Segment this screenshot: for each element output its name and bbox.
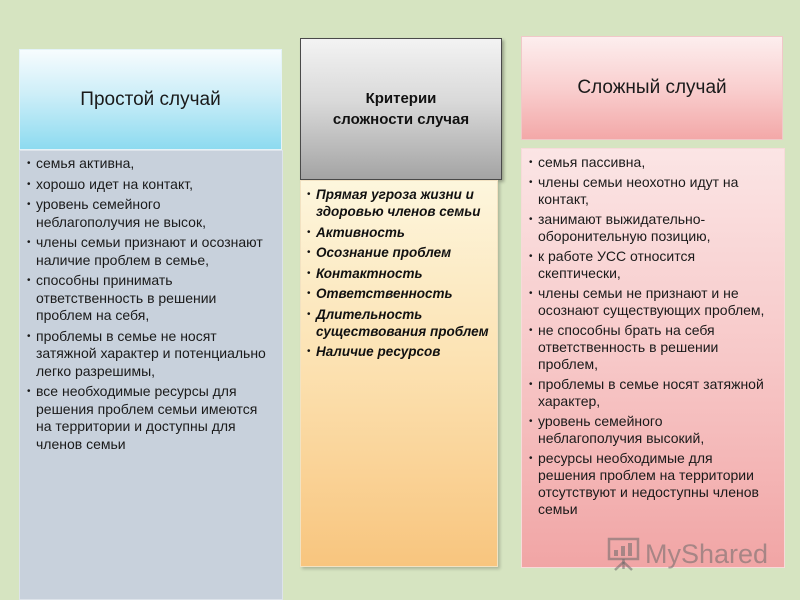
- simple-case-item: • все необходимые ресурсы для решения проблем семьи имеются на территории и доступны для членов семьи: [36, 383, 278, 453]
- simple-case-title: Простой случай: [80, 88, 221, 110]
- simple-case-item: • члены семьи признают и осознают наличие проблем в семье,: [36, 234, 278, 269]
- simple-case-panel: [19, 150, 283, 600]
- criteria-header: [300, 38, 502, 180]
- simple-case-item: • хорошо идет на контакт,: [36, 176, 278, 194]
- criteria-item: • Активность: [316, 224, 495, 241]
- watermark-text: MyShared: [645, 538, 769, 569]
- complex-case-list: [522, 149, 784, 518]
- criteria-item: • Длительность существования проблем: [316, 306, 495, 340]
- criteria-item: • Осознание проблем: [316, 244, 495, 261]
- criteria-item: • Прямая угроза жизни и здоровью членов семьи: [316, 186, 495, 220]
- simple-case-item: • уровень семейного неблагополучия не высок,: [36, 196, 278, 231]
- complex-case-item: • к работе УСС относится скептически,: [538, 248, 780, 282]
- criteria-item: • Наличие ресурсов: [316, 343, 495, 360]
- criteria-panel: [300, 180, 498, 567]
- watermark-logo: [607, 536, 768, 572]
- complex-case-item: • члены семьи не признают и не осознают существующих проблем,: [538, 285, 780, 319]
- complex-case-panel: [521, 148, 785, 568]
- criteria-list: [301, 181, 497, 360]
- complex-case-item: • уровень семейного неблагополучия высокий,: [538, 413, 780, 447]
- simple-case-list: [20, 151, 282, 453]
- simple-case-item: • способны принимать ответственность в решении проблем на себя,: [36, 272, 278, 325]
- criteria-item: • Контактность: [316, 265, 495, 282]
- criteria-title: Критерии сложности случая: [332, 90, 470, 128]
- complex-case-item: • занимают выжидательно- оборонительную позицию,: [538, 211, 780, 245]
- complex-case-item: • не способны брать на себя ответственность в решении проблем,: [538, 322, 780, 373]
- presentation-icon: [607, 536, 641, 572]
- simple-case-header: [19, 49, 282, 150]
- complex-case-header: [521, 36, 783, 140]
- complex-case-item: • проблемы в семье носят затяжной характер,: [538, 376, 780, 410]
- complex-case-item: • семья пассивна,: [538, 154, 780, 171]
- criteria-item: • Ответственность: [316, 285, 495, 302]
- complex-case-item: • члены семьи неохотно идут на контакт,: [538, 174, 780, 208]
- complex-case-title: Сложный случай: [577, 77, 727, 98]
- simple-case-item: • семья активна,: [36, 155, 278, 173]
- simple-case-item: • проблемы в семье не носят затяжной характер и потенциально легко разрешимы,: [36, 328, 278, 381]
- complex-case-item: • ресурсы необходимые для решения проблем на территории отсутствуют и недоступны членов семьи: [538, 450, 780, 518]
